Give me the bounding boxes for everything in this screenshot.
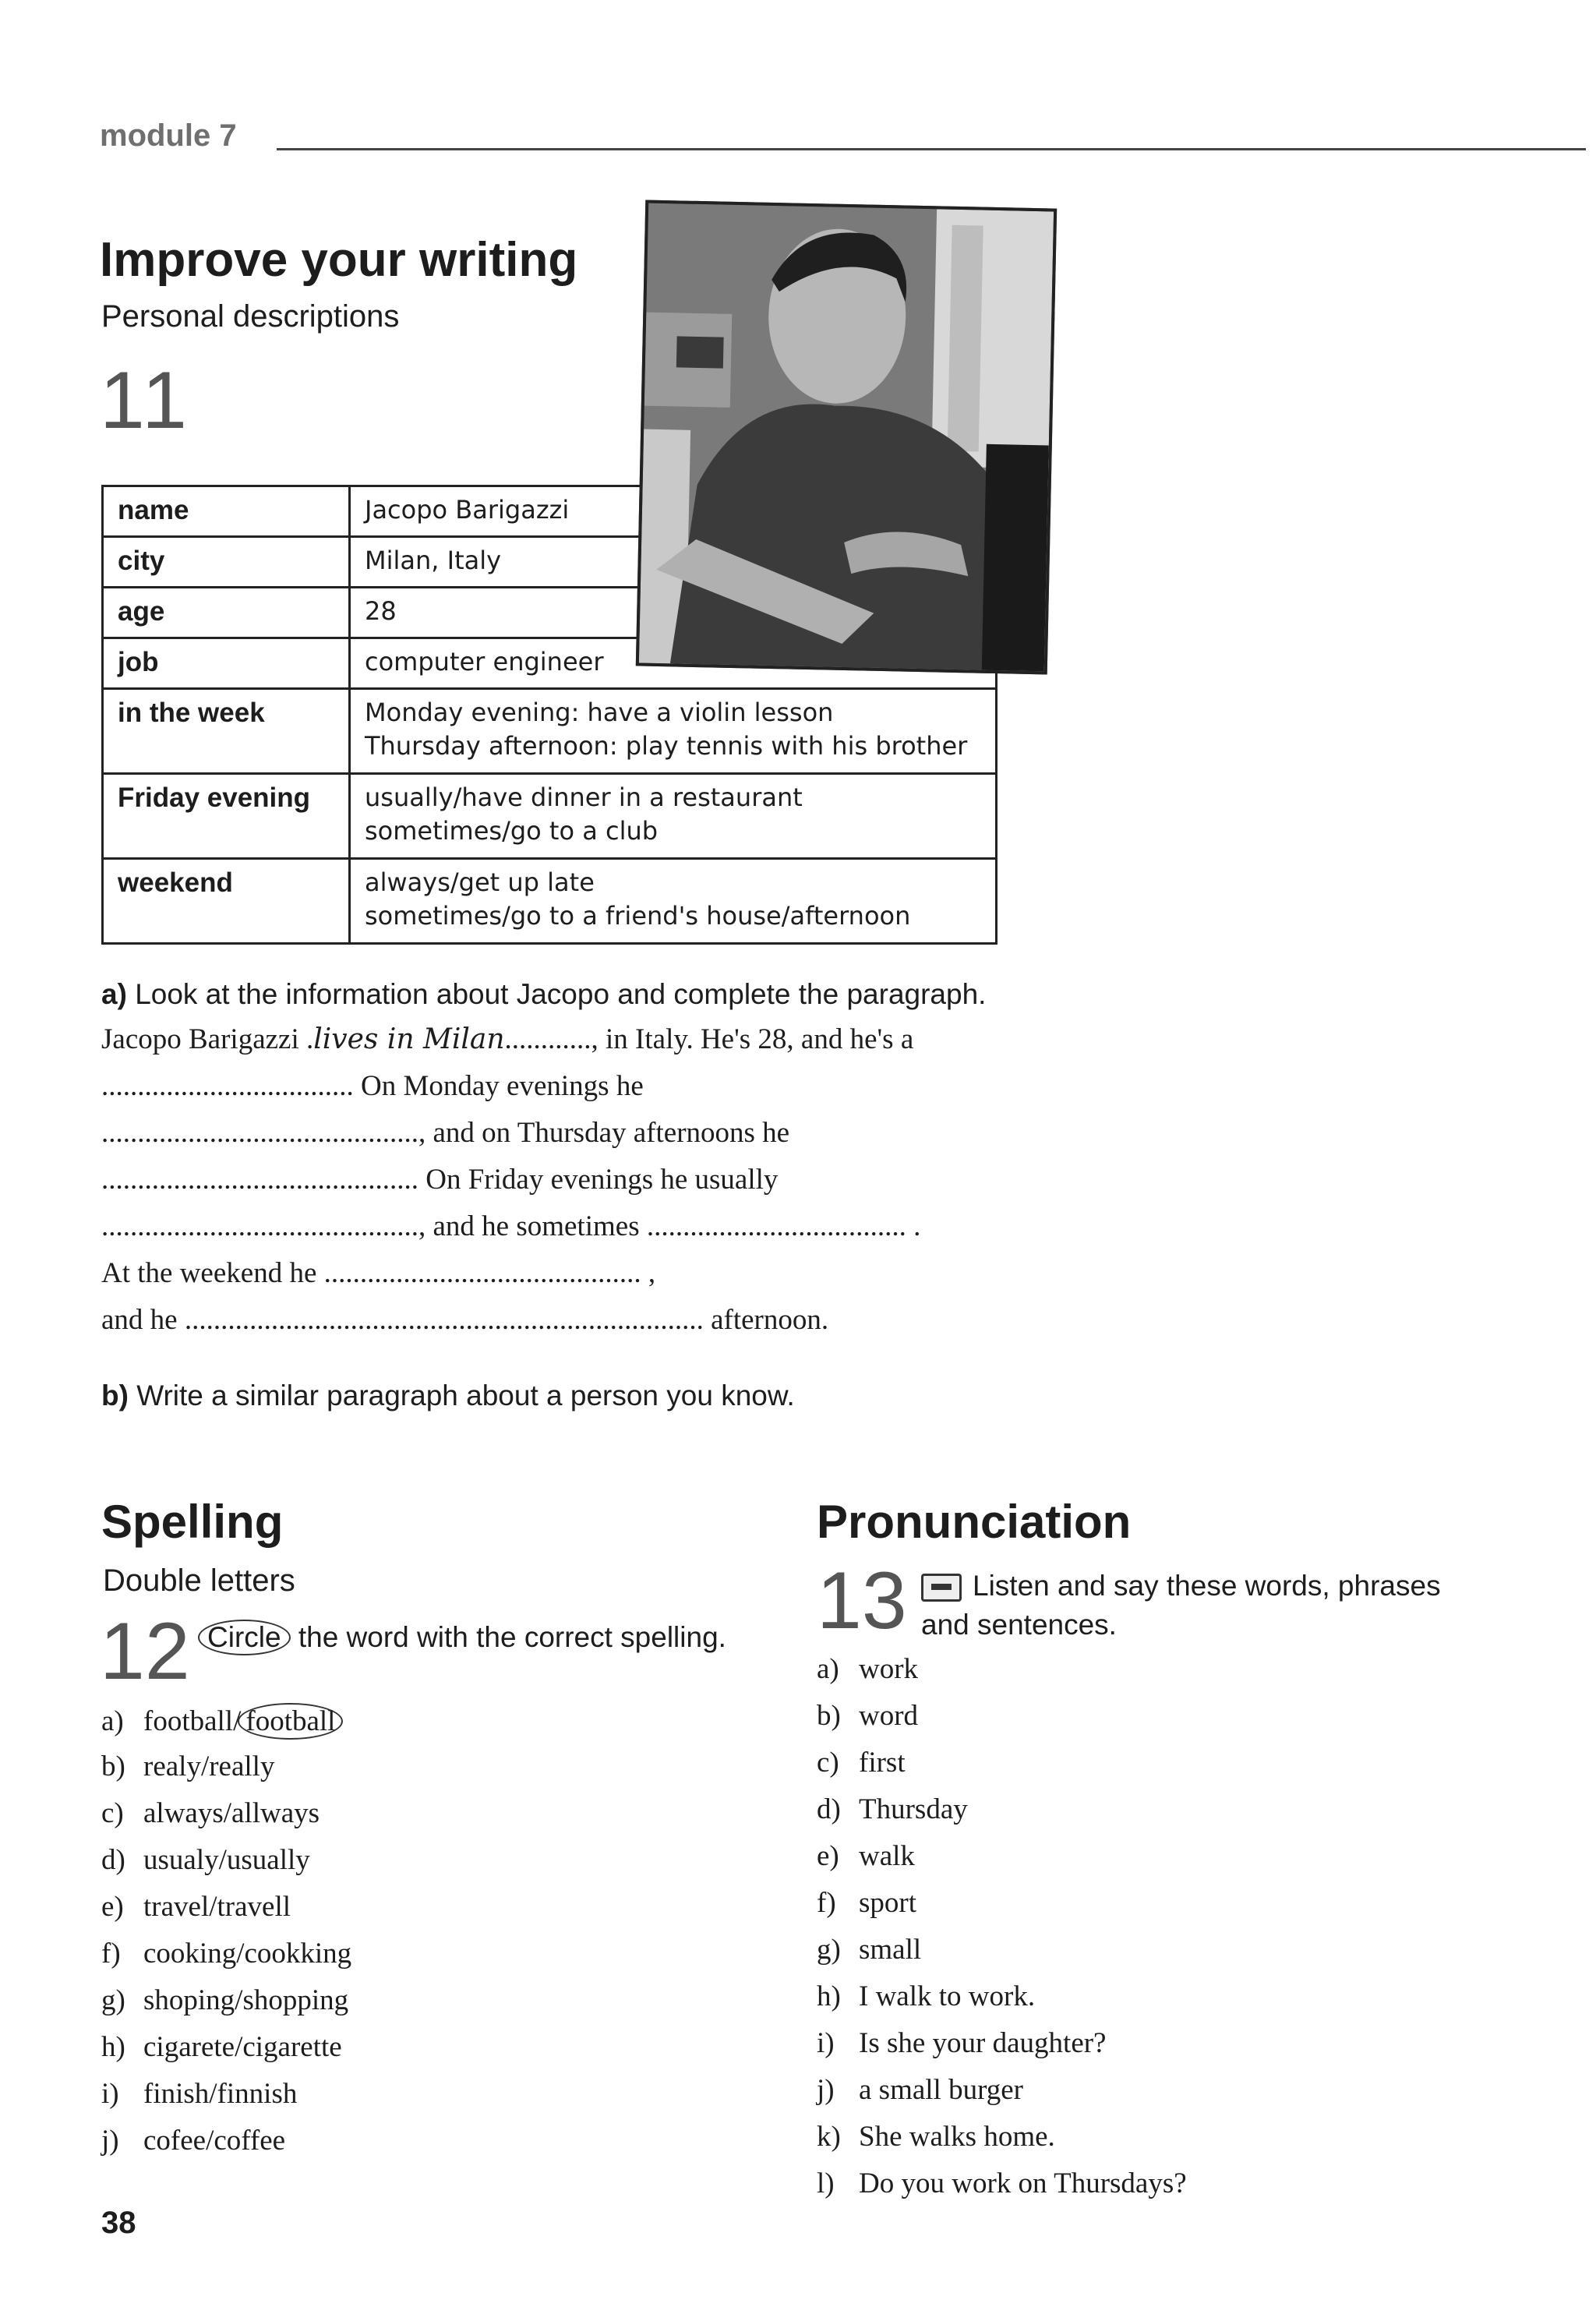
spelling-item-text: travel/travell [143,1891,291,1923]
table-key: name [103,486,350,537]
spelling-item-letter: e) [101,1891,124,1923]
spelling-item [101,1796,320,1830]
pronunciation-item-text: first [859,1747,906,1779]
table-value-line: 28 [365,596,397,626]
table-value-line: sometimes/go to a club [365,816,659,846]
spelling-item-text: shoping/shopping [143,1984,349,2016]
pronunciation-item-letter: j) [817,2074,835,2106]
spelling-subtitle: Double letters [103,1563,295,1598]
circle-word: Circle [198,1620,291,1655]
person-photo-image [639,203,1054,672]
table-value-line: Thursday afternoon: play tennis with his brother [365,731,968,761]
exercise-a-text: Look at the information about Jacopo and complete the paragraph. [135,978,987,1010]
pronunciation-item-letter: k) [817,2121,841,2153]
pronunciation-item-letter: h) [817,1980,841,2012]
spelling-item [101,1937,351,1970]
paragraph-line-5: ............................................, and he sometimes .................................... . [101,1210,921,1242]
pronunciation-item-text: walk [859,1840,915,1872]
table-row [103,689,997,774]
table-value-line: Jacopo Barigazzi [365,495,570,525]
pronunciation-item-letter: i) [817,2027,835,2059]
pronunciation-instruction-line1: Listen and say these words, phrases [973,1570,1441,1602]
spelling-item-letter: c) [101,1797,124,1829]
spelling-item [101,1750,274,1783]
pronunciation-item-text: word [859,1700,919,1732]
spelling-item [101,1703,343,1740]
table-value-line: always/get up late [365,867,595,897]
audio-icon [921,1574,962,1602]
exercise-a-letter: a) [101,978,127,1010]
spelling-item [101,1984,348,2017]
pronunciation-item-text: She walks home. [859,2121,1055,2153]
spelling-title: Spelling [101,1496,284,1548]
pronunciation-item-text: work [859,1653,919,1685]
pronunciation-item [817,1980,1035,2013]
pronunciation-item [817,1933,921,1966]
spelling-item-text: cofee/coffee [143,2125,286,2157]
pronunciation-item [817,2026,1106,2060]
spelling-item-text: cigarete/cigarette [143,2031,342,2063]
pronunciation-item [817,2167,1187,2200]
pronunciation-title: Pronunciation [817,1496,1132,1548]
spelling-item-letter: a) [101,1705,124,1737]
pronunciation-item-letter: g) [817,1934,841,1966]
spelling-item [101,1890,291,1924]
spelling-item-text: realy/really [143,1751,275,1782]
table-value-line: Milan, Italy [365,546,502,575]
header-rule [277,148,1586,150]
table-key: age [103,588,350,638]
table-value-line: computer engineer [365,647,604,677]
pronunciation-item [817,1793,968,1826]
pronunciation-item-letter: a) [817,1653,839,1685]
spelling-instruction-text: the word with the correct spelling. [298,1621,726,1653]
pronunciation-item-letter: f) [817,1887,836,1919]
pronunciation-item-text: sport [859,1887,916,1919]
table-value-line: sometimes/go to a friend's house/afternoon [365,901,911,931]
spelling-item [101,2077,297,2111]
table-value-line: usually/have dinner in a restaurant [365,783,803,812]
table-value-line: Monday evening: have a violin lesson [365,698,834,727]
spelling-item-letter: b) [101,1751,125,1782]
pronunciation-instruction-line2: and sentences. [921,1609,1117,1641]
pronunciation-item-text: I walk to work. [859,1980,1036,2012]
section-title: Improve your writing [100,233,578,287]
spelling-item-letter: g) [101,1984,125,2016]
paragraph-line-2: ................................... On Monday evenings he [101,1070,644,1102]
exercise-a-instruction [101,978,986,1011]
spelling-item [101,2124,285,2157]
spelling-item-letter: f) [101,1938,121,1970]
pronunciation-item [817,1839,915,1873]
pronunciation-item-letter: d) [817,1793,841,1825]
spelling-circled-answer: football [238,1703,343,1740]
paragraph-line-6: At the weekend he ............................................ , [101,1257,656,1289]
spelling-item-text: football/ [143,1705,242,1737]
module-label: module 7 [100,118,237,153]
pronunciation-item [817,1699,918,1733]
person-photo [636,200,1057,675]
spelling-item-text: finish/finnish [143,2078,298,2110]
pronunciation-item-letter: b) [817,1700,841,1732]
exercise-number-13: 13 [817,1556,907,1646]
page-number: 38 [101,2206,136,2240]
paragraph-line-7: and he ........................................................................ afternoon. [101,1304,829,1336]
exercise-number-12: 12 [100,1606,190,1697]
spelling-item-letter: h) [101,2031,125,2063]
pronunciation-instruction [921,1567,1441,1645]
paragraph-line-1-start: Jacopo Barigazzi . [101,1023,314,1055]
spelling-item-text: cooking/cookking [143,1938,352,1970]
paragraph-line-3: ............................................, and on Thursday afternoons he [101,1117,790,1149]
pronunciation-item-letter: e) [817,1840,839,1872]
table-key: weekend [103,859,350,944]
table-row [103,774,997,859]
handwritten-answer: lives in Milan [313,1023,505,1055]
spelling-item-text: always/allways [143,1797,320,1829]
exercise-number-11: 11 [100,355,190,446]
pronunciation-item-text: Thursday [859,1793,968,1825]
pronunciation-item-letter: c) [817,1747,839,1779]
pronunciation-item [817,2120,1055,2153]
exercise-b-letter: b) [101,1380,129,1411]
spelling-item-letter: i) [101,2078,119,2110]
pronunciation-item-text: small [859,1934,922,1966]
table-value [350,859,997,944]
spelling-item [101,2030,342,2064]
table-row [103,859,997,944]
pronunciation-item-text: Do you work on Thursdays? [859,2167,1187,2199]
table-value [350,774,997,859]
spelling-instruction [198,1620,726,1655]
pronunciation-item [817,1746,906,1779]
exercise-b-text: Write a similar paragraph about a person you know. [136,1380,795,1411]
paragraph-line-4: ............................................ On Friday evenings he usually [101,1164,779,1196]
spelling-item-letter: d) [101,1844,125,1876]
table-key: in the week [103,689,350,774]
pronunciation-item [817,1886,916,1920]
table-key: city [103,537,350,588]
exercise-b-instruction [101,1380,795,1412]
spelling-item-letter: j) [101,2125,119,2157]
section-subtitle: Personal descriptions [101,299,400,334]
pronunciation-item [817,2073,1023,2107]
paragraph-line-1-end: ............, in Italy. He's 28, and he's a [504,1023,914,1055]
spelling-item [101,1843,310,1877]
spelling-item-text: usualy/usually [143,1844,310,1876]
pronunciation-item-text: a small burger [859,2074,1023,2106]
table-value [350,689,997,774]
table-key: job [103,638,350,689]
paragraph-line-1 [101,1023,913,1056]
table-key: Friday evening [103,774,350,859]
pronunciation-item-text: Is she your daughter? [859,2027,1107,2059]
pronunciation-item-letter: l) [817,2167,835,2199]
pronunciation-item [817,1652,918,1686]
